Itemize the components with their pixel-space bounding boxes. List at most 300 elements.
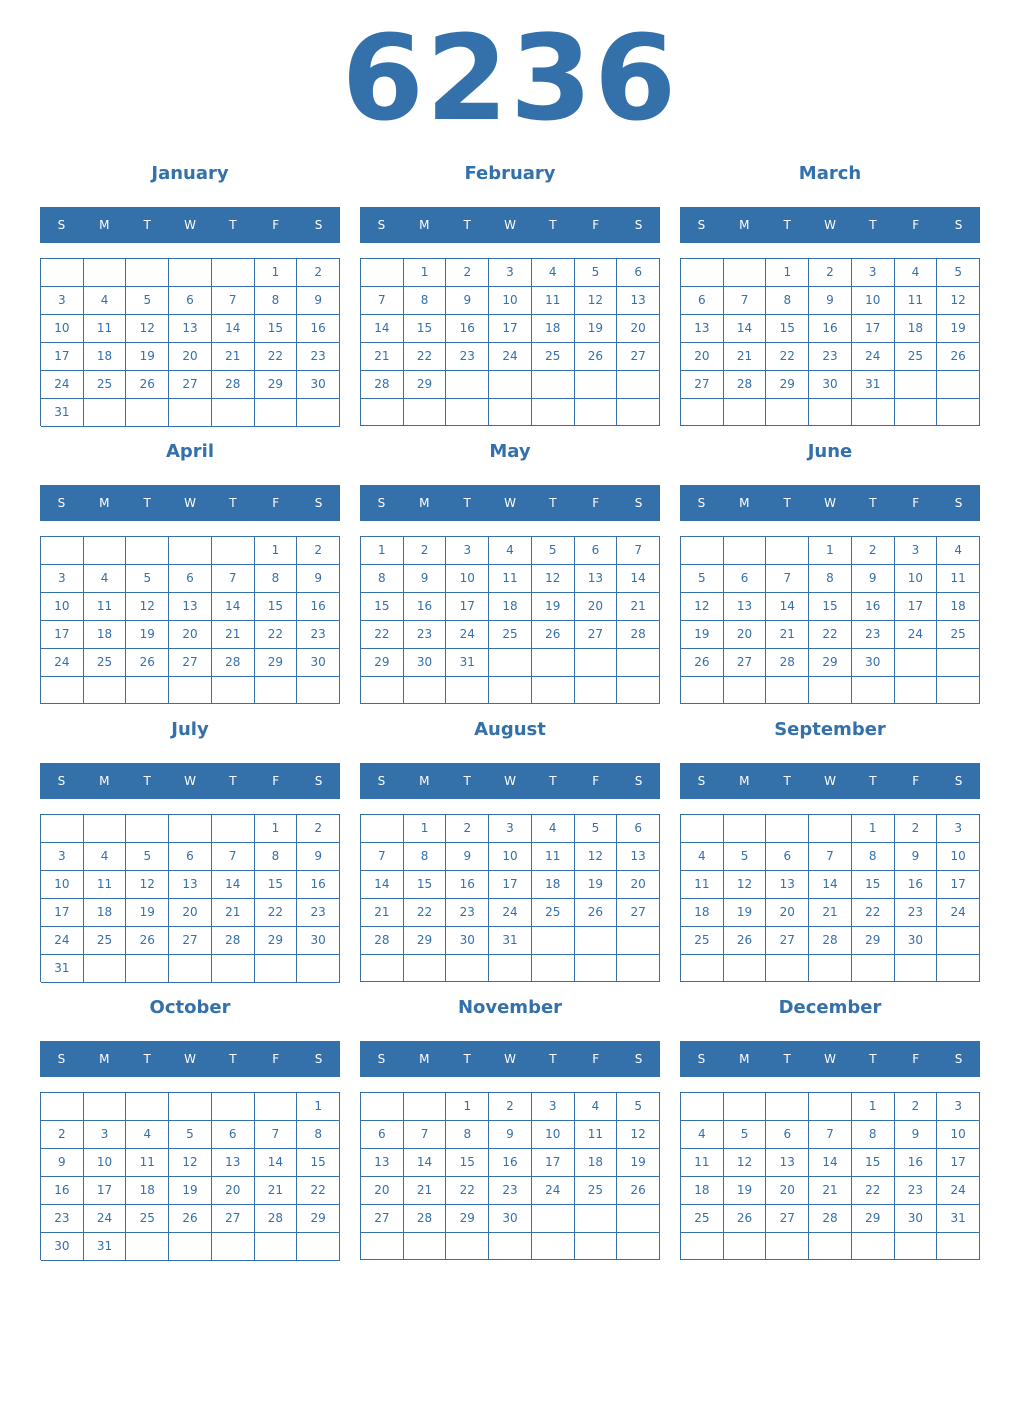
empty-day-cell — [895, 649, 938, 677]
day-cell: 21 — [724, 343, 767, 371]
weekday-label: S — [697, 218, 706, 232]
day-cell: 4 — [681, 1121, 724, 1149]
day-cell: 11 — [575, 1121, 618, 1149]
day-cell: 16 — [809, 315, 852, 343]
day-cell: 3 — [937, 1093, 980, 1121]
day-cell: 7 — [617, 537, 660, 565]
empty-day-cell — [84, 955, 127, 983]
empty-day-cell — [297, 399, 340, 427]
empty-day-cell — [852, 399, 895, 426]
empty-day-cell — [297, 677, 340, 704]
weekday-header — [680, 207, 980, 243]
day-cell: 9 — [404, 565, 447, 593]
weekday-label: F — [272, 218, 280, 232]
day-cell: 30 — [297, 927, 340, 955]
day-cell: 14 — [255, 1149, 298, 1177]
day-cell: 16 — [446, 871, 489, 899]
day-cell: 16 — [895, 871, 938, 899]
day-cell: 15 — [404, 871, 447, 899]
day-cell: 6 — [575, 537, 618, 565]
empty-day-cell — [724, 399, 767, 426]
day-cell: 24 — [532, 1177, 575, 1205]
empty-day-cell — [489, 371, 532, 399]
day-cell: 4 — [126, 1121, 169, 1149]
empty-day-cell — [681, 1093, 724, 1121]
weekday-label: T — [869, 496, 877, 510]
day-cell: 3 — [84, 1121, 127, 1149]
empty-day-cell — [575, 677, 618, 704]
empty-day-cell — [724, 955, 767, 982]
weekday-label: W — [504, 774, 516, 788]
empty-day-cell — [852, 677, 895, 704]
day-cell: 14 — [766, 593, 809, 621]
month-may — [360, 436, 660, 706]
day-cell: 11 — [532, 843, 575, 871]
day-grid — [40, 814, 340, 982]
day-cell: 12 — [937, 287, 980, 315]
month-name: February — [464, 163, 556, 184]
month-name: May — [489, 441, 531, 462]
day-cell: 5 — [937, 259, 980, 287]
weekday-label: T — [229, 1052, 237, 1066]
day-cell: 22 — [809, 621, 852, 649]
empty-day-cell — [617, 1233, 660, 1260]
day-cell: 7 — [361, 843, 404, 871]
empty-day-cell — [446, 371, 489, 399]
day-cell: 20 — [169, 899, 212, 927]
empty-day-cell — [937, 1233, 980, 1260]
day-cell: 28 — [809, 1205, 852, 1233]
day-cell: 13 — [361, 1149, 404, 1177]
weekday-label: S — [697, 1052, 706, 1066]
day-cell: 13 — [617, 843, 660, 871]
day-cell: 25 — [84, 371, 127, 399]
empty-day-cell — [724, 677, 767, 704]
weekday-header — [40, 1041, 340, 1077]
empty-day-cell — [361, 955, 404, 982]
day-cell: 30 — [895, 927, 938, 955]
day-cell: 24 — [84, 1205, 127, 1233]
empty-day-cell — [126, 955, 169, 983]
day-cell: 29 — [852, 1205, 895, 1233]
weekday-label: F — [272, 496, 280, 510]
month-april — [40, 436, 340, 706]
day-cell: 21 — [212, 621, 255, 649]
weekday-label: S — [57, 218, 66, 232]
day-cell: 25 — [532, 899, 575, 927]
day-cell: 19 — [532, 593, 575, 621]
empty-day-cell — [681, 677, 724, 704]
day-cell: 24 — [41, 371, 84, 399]
day-cell: 12 — [169, 1149, 212, 1177]
weekday-label: T — [143, 1052, 151, 1066]
day-cell: 26 — [126, 371, 169, 399]
day-cell: 3 — [489, 259, 532, 287]
empty-day-cell — [446, 1233, 489, 1260]
empty-day-cell — [169, 1093, 212, 1121]
empty-day-cell — [575, 1205, 618, 1233]
day-cell: 22 — [404, 343, 447, 371]
empty-day-cell — [724, 815, 767, 843]
weekday-label: F — [912, 496, 920, 510]
day-cell: 30 — [297, 649, 340, 677]
day-cell: 23 — [489, 1177, 532, 1205]
day-cell: 2 — [895, 1093, 938, 1121]
day-grid — [680, 258, 980, 426]
weekday-label: F — [912, 218, 920, 232]
weekday-header — [40, 207, 340, 243]
empty-day-cell — [169, 677, 212, 704]
empty-day-cell — [895, 1233, 938, 1260]
day-cell: 2 — [852, 537, 895, 565]
empty-day-cell — [361, 815, 404, 843]
day-cell: 8 — [852, 1121, 895, 1149]
empty-day-cell — [255, 1093, 298, 1121]
day-cell: 16 — [446, 315, 489, 343]
empty-day-cell — [575, 399, 618, 426]
weekday-label: W — [184, 774, 196, 788]
day-cell: 26 — [724, 1205, 767, 1233]
day-cell: 3 — [895, 537, 938, 565]
day-cell: 30 — [809, 371, 852, 399]
weekday-label: T — [869, 774, 877, 788]
day-cell: 22 — [255, 899, 298, 927]
day-cell: 6 — [361, 1121, 404, 1149]
day-cell: 21 — [212, 343, 255, 371]
day-cell: 7 — [724, 287, 767, 315]
weekday-label: T — [143, 774, 151, 788]
day-cell: 19 — [617, 1149, 660, 1177]
day-cell: 25 — [84, 649, 127, 677]
day-cell: 4 — [489, 537, 532, 565]
empty-day-cell — [489, 649, 532, 677]
day-cell: 12 — [532, 565, 575, 593]
empty-day-cell — [126, 815, 169, 843]
day-cell: 6 — [617, 815, 660, 843]
weekday-header — [360, 207, 660, 243]
weekday-label: S — [57, 774, 66, 788]
day-cell: 29 — [404, 371, 447, 399]
day-cell: 8 — [404, 287, 447, 315]
empty-day-cell — [361, 259, 404, 287]
empty-day-cell — [84, 537, 127, 565]
day-cell: 30 — [895, 1205, 938, 1233]
empty-day-cell — [575, 371, 618, 399]
empty-day-cell — [489, 1233, 532, 1260]
day-cell: 18 — [84, 621, 127, 649]
day-cell: 8 — [404, 843, 447, 871]
day-cell: 27 — [212, 1205, 255, 1233]
day-cell: 12 — [575, 843, 618, 871]
empty-day-cell — [724, 259, 767, 287]
empty-day-cell — [126, 259, 169, 287]
empty-day-cell — [575, 649, 618, 677]
day-cell: 3 — [41, 287, 84, 315]
day-cell: 7 — [361, 287, 404, 315]
day-cell: 24 — [489, 343, 532, 371]
day-cell: 5 — [575, 815, 618, 843]
day-cell: 22 — [852, 899, 895, 927]
day-grid — [40, 1092, 340, 1260]
day-grid — [680, 1092, 980, 1260]
empty-day-cell — [617, 1205, 660, 1233]
weekday-label: F — [912, 774, 920, 788]
empty-day-cell — [489, 399, 532, 426]
day-cell: 9 — [809, 287, 852, 315]
day-cell: 7 — [766, 565, 809, 593]
weekday-label: T — [229, 496, 237, 510]
weekday-label: S — [697, 774, 706, 788]
day-cell: 14 — [361, 871, 404, 899]
day-cell: 7 — [809, 1121, 852, 1149]
weekday-label: M — [99, 774, 110, 788]
day-cell: 17 — [937, 871, 980, 899]
day-cell: 15 — [852, 1149, 895, 1177]
weekday-label: S — [634, 496, 643, 510]
day-cell: 20 — [766, 1177, 809, 1205]
empty-day-cell — [575, 1233, 618, 1260]
day-cell: 22 — [404, 899, 447, 927]
weekday-header — [360, 763, 660, 799]
day-cell: 25 — [575, 1177, 618, 1205]
day-cell: 16 — [297, 315, 340, 343]
month-name: January — [151, 163, 229, 184]
day-cell: 10 — [937, 1121, 980, 1149]
weekday-label: T — [229, 218, 237, 232]
day-cell: 24 — [937, 1177, 980, 1205]
weekday-label: S — [954, 218, 963, 232]
day-cell: 24 — [446, 621, 489, 649]
day-cell: 12 — [126, 871, 169, 899]
empty-day-cell — [84, 259, 127, 287]
day-cell: 1 — [404, 815, 447, 843]
day-cell: 16 — [895, 1149, 938, 1177]
empty-day-cell — [681, 815, 724, 843]
month-name: November — [457, 997, 563, 1018]
day-cell: 25 — [681, 1205, 724, 1233]
month-name: August — [474, 719, 546, 740]
empty-day-cell — [84, 1093, 127, 1121]
empty-day-cell — [169, 259, 212, 287]
day-cell: 1 — [446, 1093, 489, 1121]
empty-day-cell — [297, 955, 340, 983]
day-grid — [40, 258, 340, 426]
weekday-label: M — [739, 496, 750, 510]
weekday-label: W — [504, 496, 516, 510]
day-cell: 28 — [212, 649, 255, 677]
day-cell: 5 — [126, 565, 169, 593]
weekday-label: T — [463, 496, 471, 510]
weekday-label: M — [739, 1052, 750, 1066]
day-cell: 20 — [169, 343, 212, 371]
day-cell: 5 — [575, 259, 618, 287]
empty-day-cell — [126, 1233, 169, 1261]
day-cell: 1 — [255, 815, 298, 843]
day-cell: 11 — [84, 315, 127, 343]
month-name: March — [798, 163, 862, 184]
day-cell: 8 — [809, 565, 852, 593]
empty-day-cell — [852, 1233, 895, 1260]
day-cell: 16 — [297, 871, 340, 899]
day-cell: 28 — [724, 371, 767, 399]
empty-day-cell — [126, 1093, 169, 1121]
day-cell: 28 — [766, 649, 809, 677]
weekday-label: T — [783, 218, 791, 232]
year-title: 6236 — [341, 9, 679, 147]
weekday-label: F — [592, 774, 600, 788]
day-cell: 15 — [361, 593, 404, 621]
empty-day-cell — [681, 537, 724, 565]
day-cell: 13 — [169, 871, 212, 899]
day-cell: 4 — [575, 1093, 618, 1121]
day-cell: 8 — [255, 287, 298, 315]
empty-day-cell — [575, 955, 618, 982]
weekday-label: T — [463, 218, 471, 232]
day-cell: 10 — [489, 287, 532, 315]
weekday-label: T — [783, 496, 791, 510]
weekday-label: T — [463, 774, 471, 788]
empty-day-cell — [937, 399, 980, 426]
weekday-label: S — [377, 496, 386, 510]
day-cell: 9 — [489, 1121, 532, 1149]
empty-day-cell — [532, 1233, 575, 1260]
weekday-label: M — [419, 218, 430, 232]
day-cell: 12 — [617, 1121, 660, 1149]
day-grid — [360, 814, 660, 982]
day-cell: 29 — [809, 649, 852, 677]
month-october — [40, 992, 340, 1262]
day-cell: 17 — [489, 315, 532, 343]
day-cell: 28 — [255, 1205, 298, 1233]
day-cell: 28 — [809, 927, 852, 955]
month-name: October — [149, 997, 231, 1018]
day-cell: 14 — [212, 593, 255, 621]
day-cell: 26 — [169, 1205, 212, 1233]
day-cell: 7 — [212, 565, 255, 593]
weekday-label: F — [592, 1052, 600, 1066]
day-cell: 29 — [446, 1205, 489, 1233]
day-cell: 4 — [681, 843, 724, 871]
day-cell: 2 — [809, 259, 852, 287]
empty-day-cell — [809, 399, 852, 426]
day-cell: 11 — [681, 1149, 724, 1177]
day-cell: 2 — [489, 1093, 532, 1121]
empty-day-cell — [212, 955, 255, 983]
weekday-label: S — [57, 1052, 66, 1066]
empty-day-cell — [617, 399, 660, 426]
weekday-label: W — [184, 496, 196, 510]
empty-day-cell — [41, 537, 84, 565]
weekday-label: W — [824, 496, 836, 510]
empty-day-cell — [766, 955, 809, 982]
empty-day-cell — [895, 399, 938, 426]
empty-day-cell — [126, 399, 169, 427]
day-cell: 3 — [937, 815, 980, 843]
day-cell: 6 — [724, 565, 767, 593]
empty-day-cell — [41, 259, 84, 287]
day-cell: 27 — [681, 371, 724, 399]
day-cell: 20 — [575, 593, 618, 621]
day-cell: 20 — [681, 343, 724, 371]
day-cell: 10 — [937, 843, 980, 871]
day-cell: 27 — [766, 927, 809, 955]
empty-day-cell — [361, 1233, 404, 1260]
day-cell: 21 — [361, 899, 404, 927]
month-march — [680, 158, 980, 428]
day-cell: 26 — [681, 649, 724, 677]
day-cell: 16 — [404, 593, 447, 621]
weekday-label: T — [229, 774, 237, 788]
weekday-label: M — [419, 774, 430, 788]
day-cell: 21 — [212, 899, 255, 927]
day-cell: 18 — [126, 1177, 169, 1205]
weekday-label: M — [99, 1052, 110, 1066]
day-cell: 4 — [895, 259, 938, 287]
day-cell: 29 — [404, 927, 447, 955]
day-cell: 20 — [617, 315, 660, 343]
weekday-label: S — [314, 1052, 323, 1066]
day-cell: 26 — [126, 649, 169, 677]
day-cell: 27 — [575, 621, 618, 649]
day-cell: 5 — [681, 565, 724, 593]
day-cell: 31 — [84, 1233, 127, 1261]
weekday-label: S — [954, 774, 963, 788]
day-cell: 12 — [681, 593, 724, 621]
day-cell: 12 — [126, 593, 169, 621]
weekday-label: S — [634, 774, 643, 788]
weekday-label: W — [824, 774, 836, 788]
weekday-label: T — [549, 218, 557, 232]
weekday-label: S — [954, 1052, 963, 1066]
day-cell: 23 — [446, 899, 489, 927]
empty-day-cell — [297, 1233, 340, 1261]
day-cell: 5 — [724, 843, 767, 871]
empty-day-cell — [446, 399, 489, 426]
empty-day-cell — [766, 815, 809, 843]
day-cell: 20 — [169, 621, 212, 649]
empty-day-cell — [681, 259, 724, 287]
day-cell: 26 — [575, 899, 618, 927]
empty-day-cell — [84, 677, 127, 704]
day-cell: 23 — [809, 343, 852, 371]
month-name: April — [165, 441, 215, 462]
day-cell: 22 — [255, 621, 298, 649]
day-cell: 23 — [895, 899, 938, 927]
day-cell: 13 — [766, 871, 809, 899]
day-grid — [360, 258, 660, 426]
day-cell: 22 — [297, 1177, 340, 1205]
day-cell: 18 — [84, 343, 127, 371]
day-cell: 10 — [532, 1121, 575, 1149]
day-cell: 3 — [489, 815, 532, 843]
weekday-label: F — [912, 1052, 920, 1066]
day-cell: 19 — [575, 315, 618, 343]
empty-day-cell — [404, 399, 447, 426]
day-grid — [40, 536, 340, 704]
day-cell: 12 — [126, 315, 169, 343]
empty-day-cell — [895, 677, 938, 704]
day-cell: 23 — [297, 621, 340, 649]
day-cell: 22 — [255, 343, 298, 371]
empty-day-cell — [575, 927, 618, 955]
day-cell: 8 — [255, 843, 298, 871]
weekday-header — [680, 1041, 980, 1077]
day-cell: 16 — [852, 593, 895, 621]
day-cell: 10 — [84, 1149, 127, 1177]
day-cell: 17 — [937, 1149, 980, 1177]
day-cell: 25 — [532, 343, 575, 371]
day-cell: 10 — [852, 287, 895, 315]
